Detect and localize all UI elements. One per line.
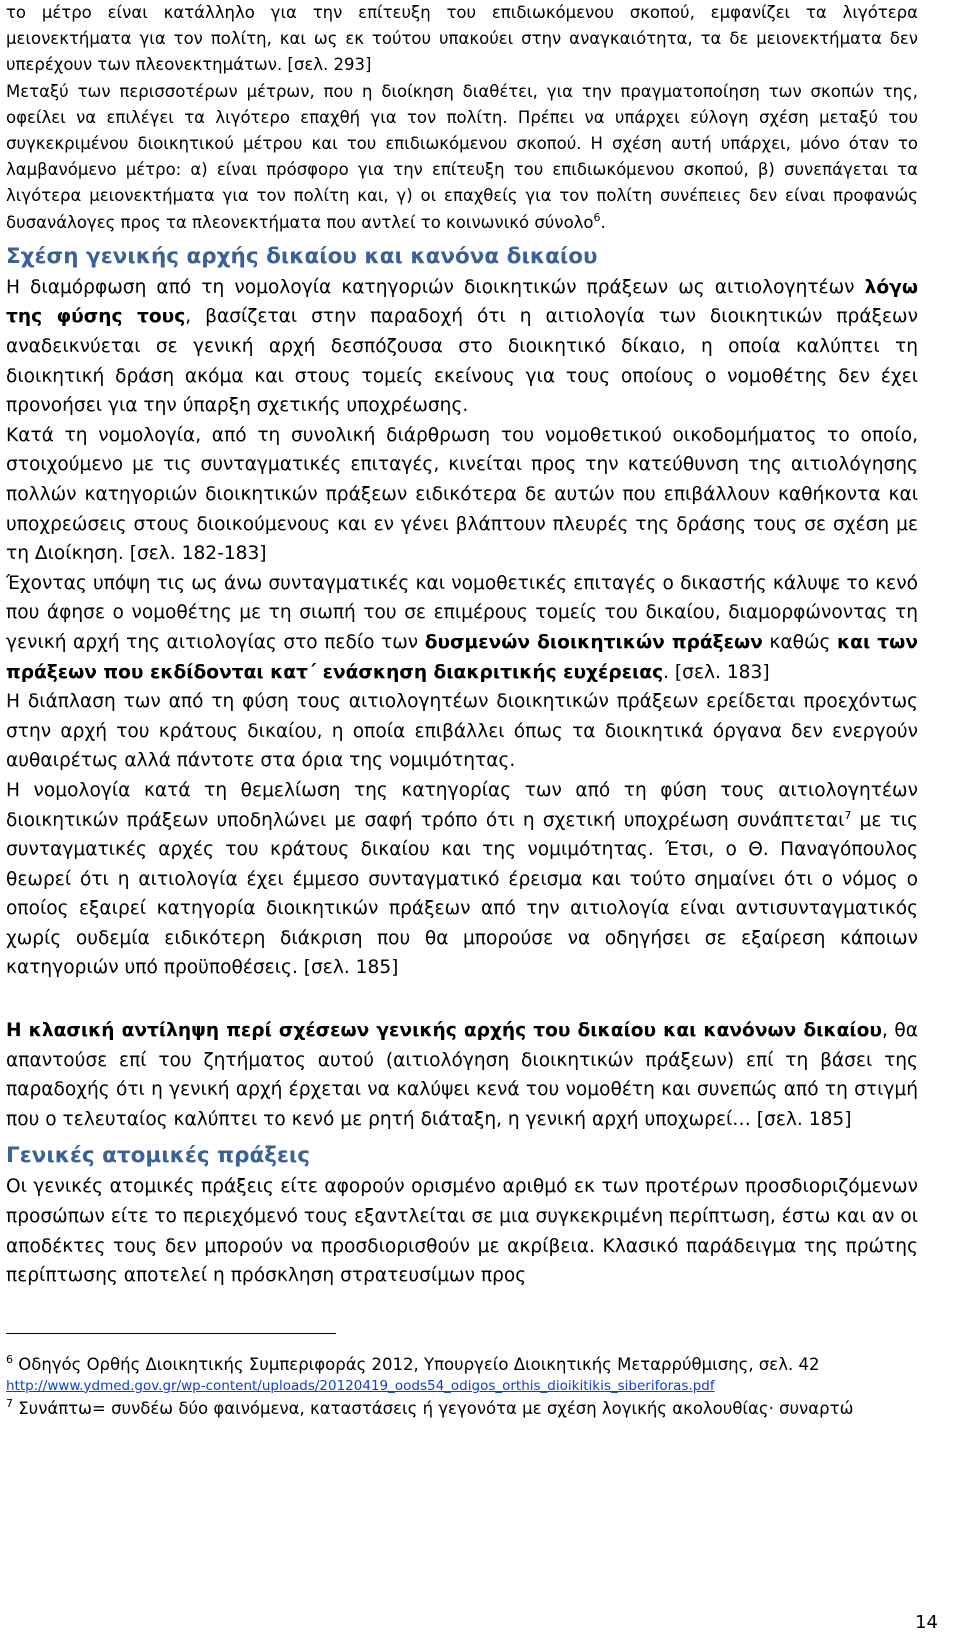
paragraph [6,569,918,687]
paragraph [6,1016,918,1134]
paragraph-text: Η διαμόρφωση από τη νομολογία κατηγοριών διοικητικών πράξεων ως αιτιολογητέων [6,276,865,298]
paragraph-text: Η νομολογία κατά τη θεμελίωση της κατηγορίας των από τη φύση τους αιτιολογητέων διοικητικών πράξεων υποδηλώνει με σαφή τρόπο ότι η σχετική υποχρέωση συνάπτεται [6,779,918,831]
footnote-6 [6,1352,918,1377]
section-heading: Σχέση γενικής αρχής δικαίου και κανόνα δικαίου [6,243,598,269]
paragraph: το μέτρο είναι κατάλληλο για την επίτευξη του επιδιωκόμενου σκοπού, εμφανίζει τα λιγότερα μειονεκτήματα για τον πολίτη, και ως εκ τούτου υπακούει στην αναγκαιότητα, τα δε μειονεκτήματα δεν υπερέχουν των πλεονεκτημάτων. [σελ. 293] [6,3,918,75]
paragraph-text: , θα απαντούσε επί του ζητήματος αυτού (αιτιολόγηση διοικητικών πράξεων) επί τη βάσει της παραδοχής ότι η γενική αρχή έρχεται να καλύψει κενά του νομοθέτη και συνεπώς από τη στιγμή που ο τελευταίος καλύπτει το κενό με ρητή διάταξη, η γενική αρχή υποχωρεί… [σελ. 185] [6,1020,918,1130]
paragraph-text: , βασίζεται στην παραδοχή ότι η αιτιολογία των διοικητικών πράξεων αναδεικνύεται σε γενική αρχή δεσπόζουσα στο διοικητικό δίκαιο, η οποία καλύπτει τη διοικητική δράση ακόμα και στους τομείς εκείνους για τους οποίους ο νομοθέτης δεν έχει προνοήσει για την ύπαρξη σχετικής υποχρέωσης. [6,306,918,417]
paragraph-text: καθώς [762,631,837,653]
paragraph [6,79,918,236]
footnote-ref[interactable]: 6 [593,210,601,224]
footnote-ref[interactable]: 7 [844,808,852,822]
bold-phrase: και των πράξεων που εκδίδονται κατ΄ ενάσκηση διακριτικής ευχέρειας [6,631,918,683]
footnote-7 [6,1396,918,1421]
footnotes [6,1352,918,1421]
paragraph-text: Έχοντας υπόψη τις ως άνω συνταγματικές και νομοθετικές επιταγές ο δικαστής κάλυψε το κενό που άφησε ο νομοθέτης με τη σιωπή του σε επιμέρους τομείς του δικαίου, διαμορφώνοντας τη γενική αρχή της αιτιολογίας στο πεδίο των [6,572,918,653]
paragraph-end: . [600,212,606,232]
footnote-number: 6 [6,1352,13,1366]
paragraph: Οι γενικές ατομικές πράξεις είτε αφορούν ορισμένο αριθμό εκ των προτέρων προσδιοριζόμενων προσώπων είτε το περιεχόμενό τους εξαντλείται σε μια συγκεκριμένη περίπτωση, έστω και αν οι αποδέκτες τους δεν μπορούν να προσδιορισθούν με ακρίβεια. Κλασικό παράδειγμα της πρώτης περίπτωσης αποτελεί η πρόσκληση στρατευσίμων προς [6,1176,918,1287]
footnote-number: 7 [6,1396,13,1410]
bold-phrase: Η κλασική αντίληψη περί σχέσεων γενικής αρχής του δικαίου και κανόνων δικαίου [6,1020,882,1042]
paragraph-text: Μεταξύ των περισσοτέρων μέτρων, που η διοίκηση διαθέτει, για την πραγματοποίηση των σκοπών της, οφείλει να επιλέγει τα λιγότερο επαχθή για τον πολίτη. Πρέπει να υπάρχει εύλογη σχέση μεταξύ του συγκεκριμένου διοικητικού μέτρου και του επιδιωκόμενου σκοπού. Η σχέση αυτή υπάρχει, μόνο όταν το λαμβανόμενο μέτρο: α) είναι πρόσφορο για την επίτευξη του επιδιωκόμενου σκοπού, β) συνεπάγεται τα λιγότερα μειονεκτήματα για τον πολίτη και, γ) οι επαχθείς για τον πολίτη συνέπειες δεν είναι προφανώς δυσανάλογες προς τα πλεονεκτήματα που αντλεί το κοινωνικό σύνολο [6,81,918,232]
paragraph: Κατά τη νομολογία, από τη συνολική διάρθρωση του νομοθετικού οικοδομήματος το οποίο, στοιχούμενο με τις συνταγματικές επιταγές, κινείται προς την κατεύθυνση της αιτιολόγησης πολλών κατηγοριών διοικητικών πράξεων ειδικότερα δε αυτών που επιβάλλουν καθήκοντα και υποχρεώσεις στους διοικούμενους και εν γένει βλάπτουν πλευρές της δράσης τους σε σχέση με τη Διοίκηση. [σελ. 182-183] [6,424,918,565]
spacer [6,983,918,1016]
document-page [6,0,918,1421]
page-number: 14 [915,1612,938,1633]
footnote-link[interactable]: http://www.ydmed.gov.gr/wp-content/uploads/20120419_oods54_odigos_orthis_dioikitikis_siberiforas.pdf [6,1377,715,1394]
footnote-separator [6,1333,336,1334]
section-heading: Γενικές ατομικές πράξεις [6,1143,311,1169]
paragraph-text: με τις συνταγματικές αρχές του κράτους δικαίου και της νομιμότητας. Έτσι, ο Θ. Παναγόπουλος θεωρεί ότι η αιτιολογία έχει έμμεσο συνταγματικό έρεισμα και τούτο σημαίνει ότι ο νόμος ο οποίος εξαιρεί κατηγορία διοικητικών πράξεων από την αιτιολογία είναι αντισυνταγματικός χωρίς ουδεμία ειδικότερη διάκριση που θα μπορούσε να οδηγήσει σε εξαίρεση κάποιων κατηγοριών υπό προϋποθέσεις. [σελ. 185] [6,809,918,979]
paragraph [6,273,918,421]
paragraph-text: . [σελ. 183] [663,661,770,683]
footnote-text: Οδηγός Ορθής Διοικητικής Συμπεριφοράς 2012, Υπουργείο Διοικητικής Μεταρρύθμισης, σελ. 42 [13,1354,820,1374]
footnote-text: Συνάπτω= συνδέω δύο φαινόμενα, καταστάσεις ή γεγονότα με σχέση λογικής ακολουθίας· συναρτώ [13,1398,854,1418]
bold-phrase: λόγω της φύσης τους [6,276,918,328]
bold-phrase: δυσμενών διοικητικών πράξεων [424,631,763,653]
paragraph [6,776,918,983]
paragraph: Η διάπλαση των από τη φύση τους αιτιολογητέων διοικητικών πράξεων ερείδεται προεχόντως στην αρχή του κράτους δικαίου, η οποία επιβάλλει όπως τα διοικητικά όργανα δεν ενεργούν αυθαιρέτως αλλά πάντοτε στα όρια της νομιμότητας. [6,691,918,772]
